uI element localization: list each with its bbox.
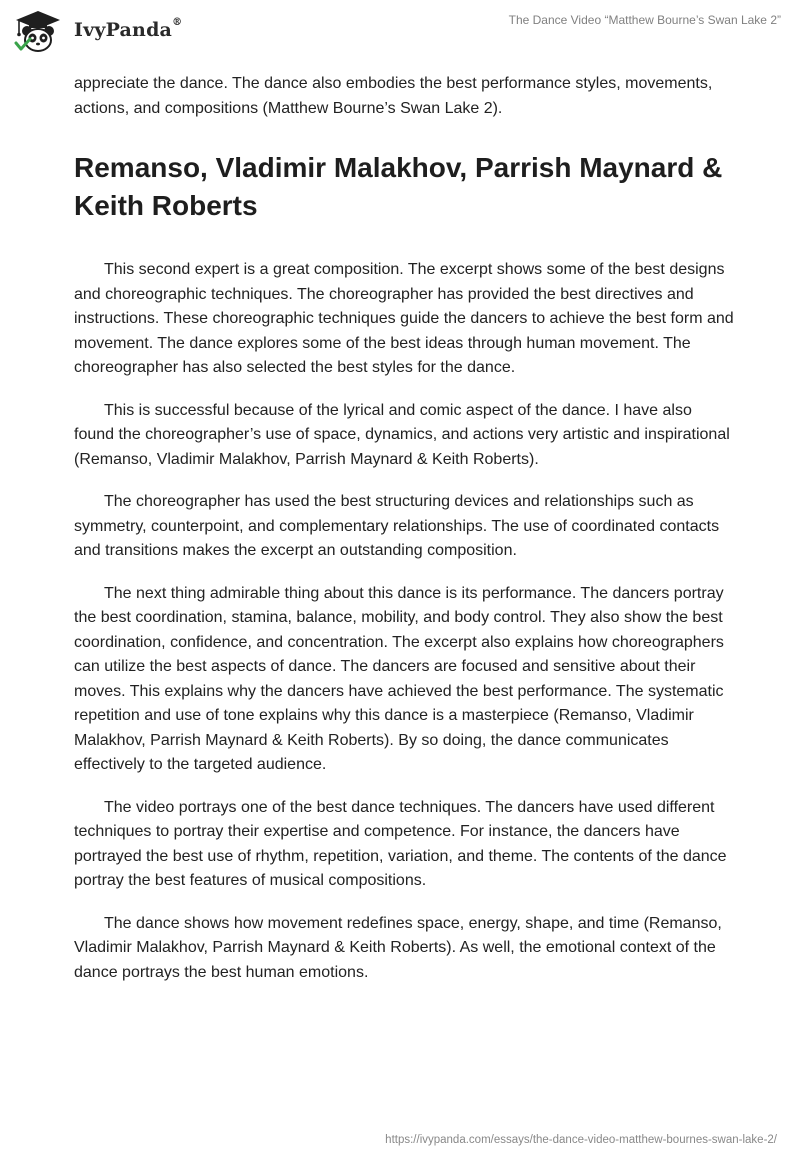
page-header [0,0,800,64]
paragraph-3: The choreographer has used the best structuring devices and relationships such as symmetry, counterpoint, and complementary relationships. The use of coordinated contacts and transitions makes the excerpt an outstanding composition. [74,493,720,559]
paragraph-6: The dance shows how movement redefines space, energy, shape, and time (Remanso, Vladimir Malakhov, Parrish Maynard & Keith Roberts). As well, the emotional context of the dance portrays the best human emotions. [74,914,722,981]
source-url-link[interactable]: https://ivypanda.com/essays/the-dance-video-matthew-bournes-swan-lake-2/ [385,1134,777,1146]
lead-paragraph: appreciate the dance. The dance also embodies the best performance styles, movements, actions, and compositions (Matthew Bourne’s Swan Lake 2). [74,75,713,117]
graduation-cap-panda-icon[interactable] [14,9,62,53]
article-body [74,72,734,1003]
document-title: The Dance Video “Matthew Bourne’s Swan Lake 2” [508,13,781,27]
paragraph-2: This is successful because of the lyrical and comic aspect of the dance. I have also found the choreographer’s use of space, dynamics, and actions very artistic and inspirational (Remanso, Vladimir Malakhov, Parrish Maynard & Keith Roberts). [74,401,730,468]
brand-name[interactable] [74,19,182,41]
paragraph-5: The video portrays one of the best dance techniques. The dancers have used different techniques to portray their expertise and competence. For instance, the dancers have portrayed the best use of rhythm, repetition, variation, and theme. The contents of the dance portray the best features of musical compositions. [74,798,727,889]
paragraph-1: This second expert is a great composition. The excerpt shows some of the best designs and choreographic techniques. The choreographer has provided the best directives and instructions. These choreographic techniques guide the dancers to achieve the best form and movement. The dance explores some of the best ideas through human movement. The choreographer has also selected the best styles for the dance. [74,261,734,376]
registered-mark: ® [172,17,183,28]
paragraph-4: The next thing admirable thing about this dance is its performance. The dancers portray the best coordination, stamina, balance, mobility, and body control. They also show the best coordination, confidence, and concentration. The excerpt also explains how choreographers can utilize the best aspects of dance. The dancers are focused and sensitive about their moves. This explains why the dancers have achieved the best performance. The systematic repetition and use of tone explains why this dance is a masterpiece (Remanso, Vladimir Malakhov, Parrish Maynard & Keith Roberts). By so doing, the dance communicates effectively to the targeted audience. [74,584,724,773]
brand-text: IvyPanda [74,19,173,41]
section-heading: Remanso, Vladimir Malakhov, Parrish Maynard & Keith Roberts [74,152,723,221]
